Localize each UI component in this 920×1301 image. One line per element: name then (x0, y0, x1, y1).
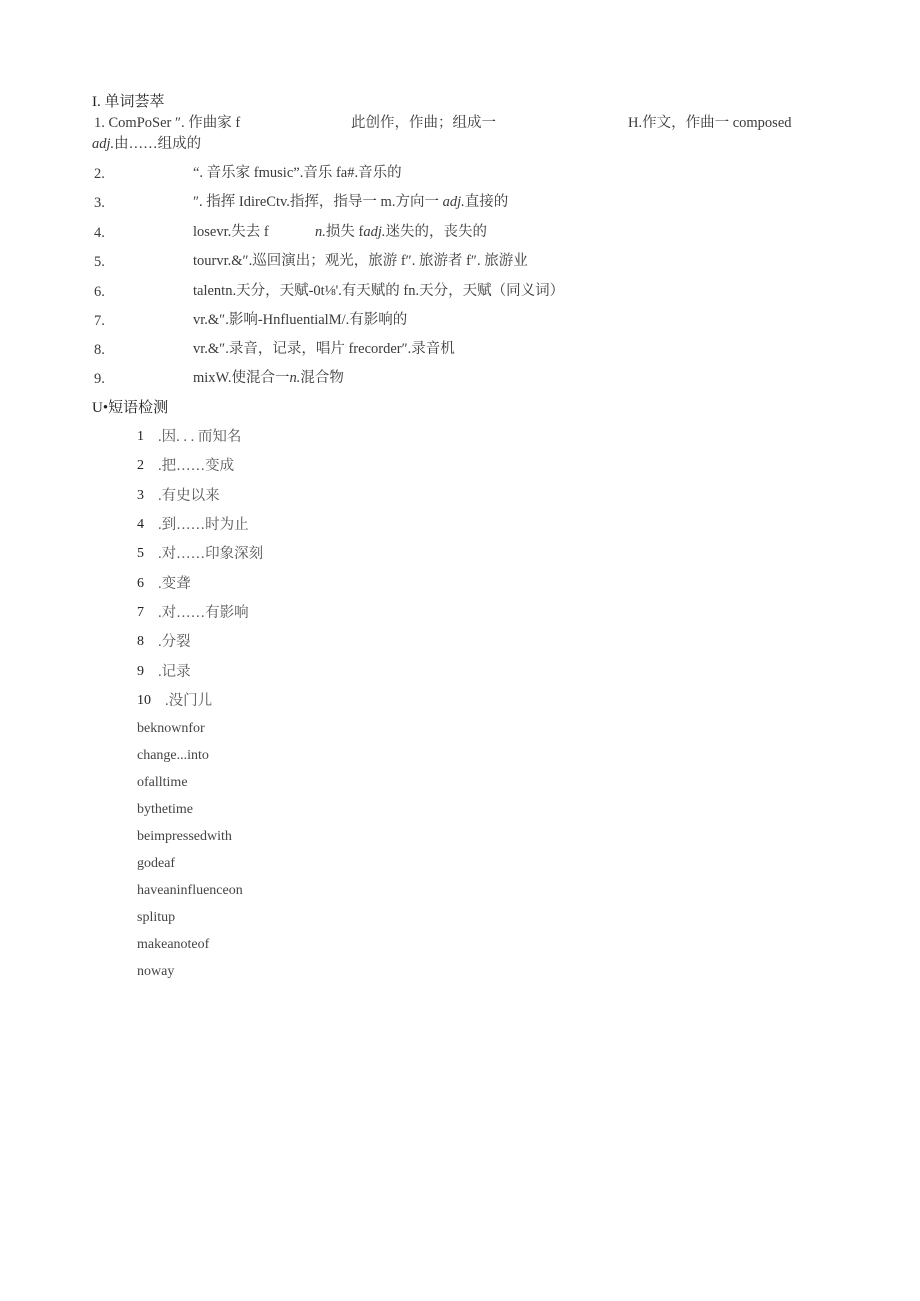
vocab-item-6-text: talentn.天分，天赋-0t⅛'.有天赋的 fn.天分，天赋（同义词） (193, 283, 565, 299)
vocab-item-3-text: ″. 指挥 IdireCtv.指挥，指导一 m.方向一 (193, 194, 443, 210)
vocab-item-4-tail: 损失 f (325, 224, 364, 240)
vocab-item-1-continuation-text: 由……组成的 (114, 136, 202, 152)
phrase-number: 4 (137, 516, 144, 532)
vocab-item-number: 7. (94, 313, 105, 329)
phrase-number: 1 (137, 429, 144, 444)
phrase-number: 3 (137, 487, 144, 503)
pos-label: n. (315, 224, 326, 240)
phrase-number: 8 (137, 634, 144, 650)
pos-label: adj. (92, 136, 115, 152)
vocab-item-1-part-c: H.作文，作曲一 composed (628, 115, 792, 131)
phrase-chinese: .对……印象深刻 (158, 546, 264, 563)
vocab-item-text (193, 195, 508, 210)
phrase-chinese: .记录 (158, 663, 191, 680)
phrase-chinese: .有史以来 (158, 487, 220, 504)
phrase-number: 6 (137, 575, 144, 591)
section-heading-vocabulary: I. 单词荟萃 (92, 94, 165, 110)
phrase-english: makeanoteof (137, 937, 210, 952)
phrase-english: change...into (137, 748, 209, 763)
vocab-item-text (193, 166, 402, 181)
vocab-item-2-text: “. 音乐家 fmusic”.音乐 fa#.音乐的 (193, 165, 402, 181)
vocab-item-3-tail: 直接的 (464, 194, 509, 210)
vocab-item-number: 2. (94, 166, 105, 182)
vocab-item-7-text: vr.&″.影响-HnfluentialM/.有影响的 (193, 312, 408, 328)
vocab-item-4-text: losevr.失去 f (193, 224, 269, 240)
phrase-english: noway (137, 964, 175, 979)
vocab-item-number: 6. (94, 284, 105, 300)
vocab-item-text (193, 371, 344, 386)
vocab-item-1-part-b: 此创作，作曲；组成一 (351, 115, 496, 131)
vocab-item-number: 8. (94, 342, 105, 358)
vocab-item-9-tail: 混合物 (300, 370, 344, 386)
vocab-item-number: 3. (94, 195, 105, 211)
phrase-english: ofalltime (137, 775, 188, 790)
phrase-english: beknownfor (137, 721, 205, 736)
vocab-item-number: 4. (94, 225, 105, 241)
phrase-english: godeaf (137, 856, 176, 871)
phrase-number: 10 (137, 692, 151, 708)
vocab-item-1-part-a: 1. ComPoSer ″. 作曲家 f (94, 115, 241, 131)
section-heading-phrases: U•短语检测 (92, 400, 169, 416)
vocab-item-4-extra: 迷失的，丧失的 (385, 224, 487, 240)
vocab-item-5-text: tourvr.&″.巡回演出；观光，旅游 f″. 旅游者 f″. 旅游业 (193, 253, 528, 269)
phrase-english: bythetime (137, 802, 193, 817)
vocab-item-8-text: vr.&″.录音，记录，唱片 frecorder″.录音机 (193, 341, 455, 357)
vocab-item-1-continuation (92, 137, 201, 152)
phrase-number: 2 (137, 458, 144, 474)
phrase-chinese: .对……有影响 (158, 604, 249, 621)
vocab-item-text (315, 225, 487, 240)
phrase-number: 9 (137, 663, 144, 679)
vocab-item-9-text: mixW.使混合一 (193, 370, 290, 386)
pos-label: adj. (442, 194, 465, 210)
phrase-number: 5 (137, 546, 144, 562)
phrase-english: splitup (137, 910, 176, 925)
phrase-chinese: .没门儿 (165, 692, 213, 709)
phrase-chinese: .分裂 (158, 634, 191, 651)
phrase-chinese: .到……时为止 (158, 516, 249, 533)
phrase-english: haveaninfluenceon (137, 883, 243, 898)
pos-label: adj. (363, 224, 386, 240)
vocab-item-number: 5. (94, 254, 105, 270)
vocab-item-number: 9. (94, 371, 105, 387)
phrase-english: beimpressedwith (137, 829, 232, 844)
phrase-chinese: .把……变成 (158, 458, 235, 475)
phrase-number: 7 (137, 604, 144, 620)
phrase-chinese: .变聋 (158, 575, 191, 592)
phrase-chinese: .因. . . 而知名 (158, 429, 242, 445)
pos-label: n. (289, 370, 301, 386)
